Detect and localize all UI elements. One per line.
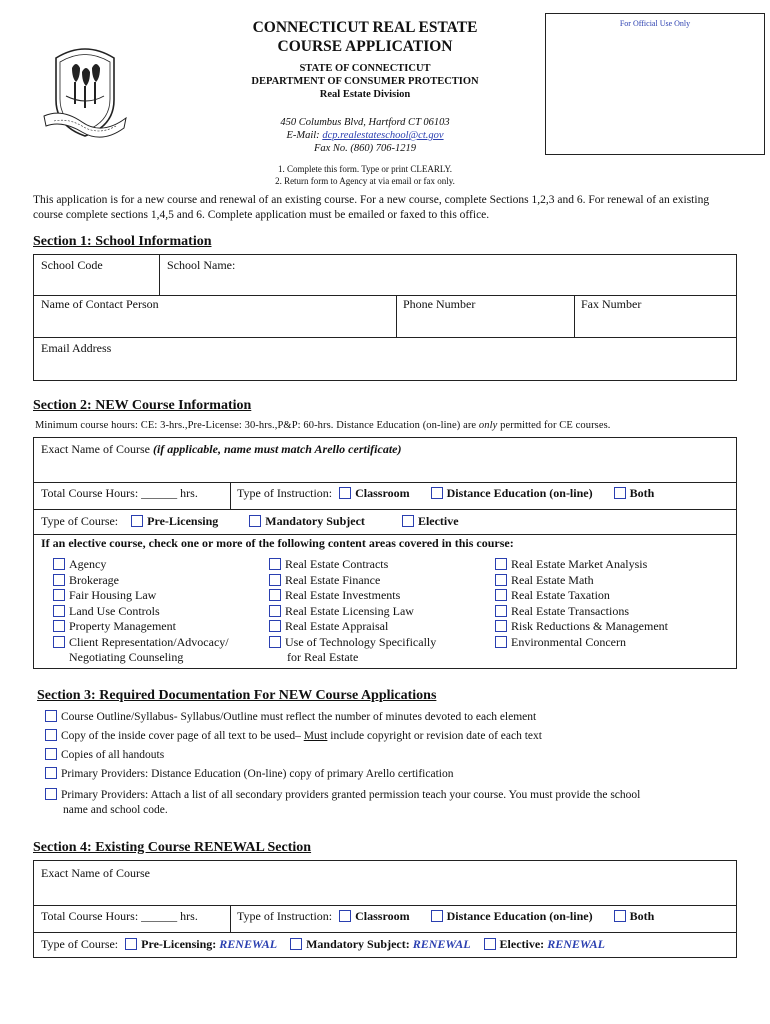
address-block [200,116,530,155]
area-item[interactable]: Land Use Controls [53,604,229,620]
content-areas-col2 [269,557,436,666]
intro-paragraph: This application is for a new course and renewal of an existing course. For a new course, complete Sections 1,2,3 and 6. For renewal of an existing course complete sections 1,4,5 and 6. Complete application must be emailed or faxed to this office. [33,194,710,221]
area-item[interactable]: Real Estate Market Analysis [495,557,668,573]
section4-table [33,860,737,958]
title-line-1: CONNECTICUT REAL ESTATE [252,19,478,36]
content-areas-col3 [495,557,668,650]
street-address: 450 Columbus Blvd, Hartford CT 06103 [280,117,450,128]
area-item-continued: Negotiating Counseling [69,650,184,664]
area-item[interactable]: Real Estate Contracts [269,557,436,573]
renewal-elective-checkbox[interactable] [484,938,496,950]
distance-checkbox[interactable] [431,487,443,499]
doc-item-5-cont: name and school code. [63,804,168,816]
area-item[interactable]: Real Estate Taxation [495,588,668,604]
renewal-both-checkbox[interactable] [614,910,626,922]
renewal-classroom-checkbox[interactable] [339,910,351,922]
section4-title: Section 4: Existing Course RENEWAL Section [33,840,312,855]
email-line [200,129,530,142]
doc-item-3[interactable]: Copies of all handouts [45,748,164,763]
doc-item-4[interactable]: Primary Providers: Distance Education (On-line) copy of primary Arello certification [45,767,453,782]
section2-table [33,437,737,669]
classroom-label: Classroom [355,486,410,500]
doc-item-2[interactable]: Copy of the inside cover page of all text to be used– Must include copyright or revision date of each text [45,729,542,744]
prelicensing-checkbox[interactable] [131,515,143,527]
contact-person-field[interactable]: Name of Contact Person [41,297,159,311]
renewal-prelicensing-label: Pre-Licensing: [141,937,217,951]
min-hours-text-a: Minimum course hours: CE: 3-hrs.,Pre-License: 30-hrs.,P&P: 60-hrs. Distance Education (on-line) are [35,420,479,431]
min-hours-text-b: permitted for CE courses. [497,420,611,431]
area-item[interactable]: Use of Technology Specifically [269,635,436,651]
renewal-instruction-type-row [237,909,654,924]
email-prefix: E-Mail: [286,130,323,141]
state-name: STATE OF CONNECTICUT [299,63,431,74]
instruction-type-label: Type of Instruction: [237,486,333,500]
section2-title: Section 2: NEW Course Information [33,398,252,413]
renewal-distance-label: Distance Education (on-line) [446,909,593,923]
renewal-course-type-label: Type of Course: [41,937,119,951]
renewal-total-hours-field[interactable]: Total Course Hours: ______ hrs. [41,909,198,923]
area-item[interactable]: Real Estate Investments [269,588,436,604]
doc-item-5[interactable]: Primary Providers: Attach a list of all secondary providers granted permission teach your course. You must provide the school [45,788,640,803]
school-code-field[interactable]: School Code [41,258,103,272]
renewal-tag: RENEWAL [219,937,278,951]
school-name-field[interactable]: School Name: [167,258,236,272]
exact-name-label: Exact Name of Course [41,442,153,456]
section1-title: Section 1: School Information [33,234,212,249]
renewal-tag: RENEWAL [547,937,605,951]
area-item[interactable]: Environmental Concern [495,635,668,651]
area-item-continued: for Real Estate [287,650,359,664]
renewal-mandatory-label: Mandatory Subject [306,937,406,951]
connecticut-seal-icon [42,38,128,142]
prelicensing-label: Pre-Licensing [147,514,219,528]
renewal-prelicensing-checkbox[interactable] [125,938,137,950]
renewal-course-name-field[interactable]: Exact Name of Course [41,866,150,880]
area-item[interactable]: Real Estate Licensing Law [269,604,436,620]
instruction-2: 2. Return form to Agency at via email or fax only. [275,176,455,186]
elective-label: Elective [417,514,459,528]
renewal-distance-checkbox[interactable] [431,910,443,922]
total-hours-field[interactable]: Total Course Hours: ______ hrs. [41,486,198,500]
area-item[interactable]: Real Estate Transactions [495,604,668,620]
fax-number: Fax No. (860) 706-1219 [313,143,417,154]
area-item[interactable]: Real Estate Finance [269,573,436,589]
title-line-2: COURSE APPLICATION [277,38,453,55]
section1-table [33,254,737,381]
exact-course-name-field[interactable] [41,442,402,457]
renewal-course-type-row: Type of Course: Pre-Licensing: RENEWAL Mandatory Subject: RENEWAL Elective: RENEWAL [41,937,605,951]
fax-number-field[interactable]: Fax Number [581,297,642,311]
renewal-elective-label: Elective: [499,937,545,951]
minimum-hours-note [35,420,611,431]
renewal-mandatory-checkbox[interactable] [290,938,302,950]
both-checkbox[interactable] [614,487,626,499]
course-type-label: Type of Course: [41,514,119,528]
division-name: Real Estate Division [319,89,411,100]
area-item[interactable]: Property Management [53,619,229,635]
content-areas-col1 [53,557,229,666]
instruction-type-row [237,486,654,501]
phone-number-field[interactable]: Phone Number [403,297,476,311]
agency-block [200,62,530,101]
instruction-1: 1. Complete this form. Type or print CLEARLY. [277,164,453,174]
official-use-label: For Official Use Only [619,19,691,28]
renewal-both-label: Both [629,909,655,923]
instructions [200,163,530,187]
course-type-row [41,514,459,529]
distance-label: Distance Education (on-line) [446,486,593,500]
renewal-tag: RENEWAL [412,937,471,951]
area-item[interactable]: Real Estate Appraisal [269,619,436,635]
official-use-box [545,13,765,155]
renewal-classroom-label: Classroom [355,909,410,923]
doc-item-1[interactable]: Course Outline/Syllabus- Syllabus/Outline must reflect the number of minutes devoted to each element [45,710,536,725]
email-address-field[interactable]: Email Address [41,341,112,355]
area-item[interactable]: Brokerage [53,573,229,589]
area-item[interactable]: Real Estate Math [495,573,668,589]
min-hours-only: only [478,420,498,431]
area-item[interactable]: Client Representation/Advocacy/ [53,635,229,651]
area-item[interactable]: Risk Reductions & Management [495,619,668,635]
mandatory-checkbox[interactable] [249,515,261,527]
exact-name-note: (if applicable, name must match Arello certificate) [152,442,402,456]
form-title [200,18,530,56]
area-item[interactable]: Agency [53,557,229,573]
renewal-instruction-type-label: Type of Instruction: [237,909,333,923]
both-label: Both [629,486,655,500]
department-name: DEPARTMENT OF CONSUMER PROTECTION [251,76,479,87]
section3-title: Section 3: Required Documentation For NEW Course Applications [37,688,437,703]
area-item[interactable]: Fair Housing Law [53,588,229,604]
elective-areas-header: If an elective course, check one or more of the following content areas covered in this course: [41,536,514,550]
classroom-checkbox[interactable] [339,487,351,499]
email-link[interactable]: dcp.realestateschool@ct.gov [322,130,444,141]
elective-checkbox[interactable] [402,515,414,527]
mandatory-label: Mandatory Subject [265,514,365,528]
